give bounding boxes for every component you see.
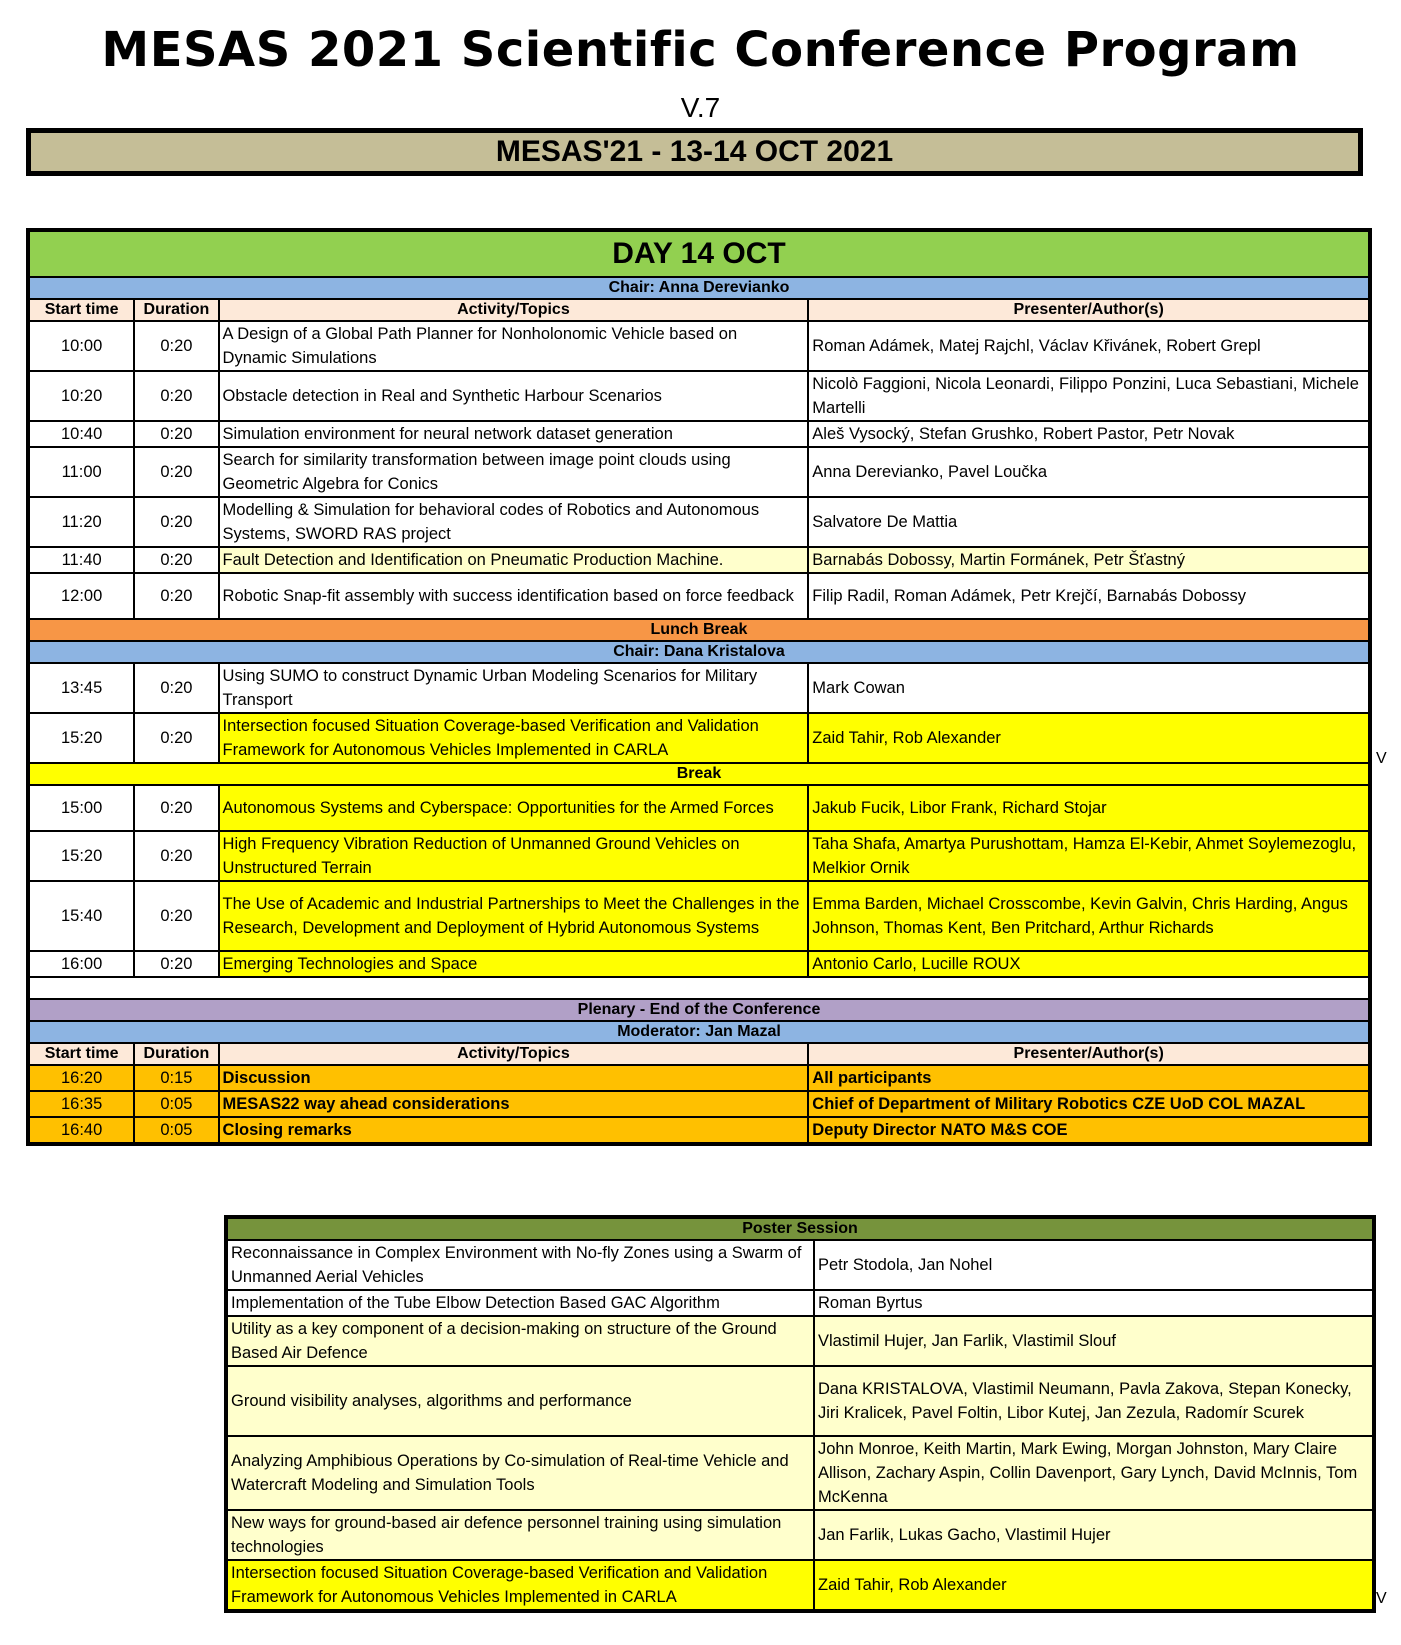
start-time-cell: 15:20 [28,831,134,881]
duration-cell: 0:20 [134,785,218,831]
start-time-cell: 10:20 [28,371,134,421]
presenter-cell: Petr Stodola, Jan Nohel [814,1240,1374,1290]
presenter-cell: Nicolò Faggioni, Nicola Leonardi, Filippo Ponzini, Luca Sebastiani, Michele Martelli [808,371,1370,421]
activity-cell: Robotic Snap-fit assembly with success identification based on force feedback [219,573,809,619]
start-time-cell: 11:20 [28,497,134,547]
chair-label: Chair: Dana Kristalova [28,641,1370,663]
activity-cell: Autonomous Systems and Cyberspace: Opportunities for the Armed Forces [219,785,809,831]
table-row [28,881,1370,951]
duration-cell: 0:20 [134,881,218,951]
page-title: MESAS 2021 Scientific Conference Program [101,22,1300,78]
closing-row [28,1117,1370,1144]
duration-cell: 0:20 [134,663,218,713]
activity-cell: Reconnaissance in Complex Environment with No-fly Zones using a Swarm of Unmanned Aerial Vehicles [226,1240,814,1290]
poster-row [226,1366,1374,1436]
duration-cell: 0:15 [134,1065,218,1091]
table-row [28,447,1370,497]
table-row [28,371,1370,421]
moderator-label-row [28,1021,1370,1043]
duration-cell: 0:20 [134,371,218,421]
duration-cell: 0:05 [134,1091,218,1117]
plenary-band: Plenary - End of the Conference [28,999,1370,1021]
duration-cell: 0:20 [134,497,218,547]
activity-cell: Search for similarity transformation between image point clouds using Geometric Algebra for Conics [219,447,809,497]
duration-cell: 0:20 [134,951,218,977]
activity-cell: The Use of Academic and Industrial Partnerships to Meet the Challenges in the Research, Development and Deployment of Hybrid Autonomous Systems [219,881,809,951]
presenter-cell: Jakub Fucik, Libor Frank, Richard Stojar [808,785,1370,831]
duration-cell: 0:20 [134,573,218,619]
presenter-cell: John Monroe, Keith Martin, Mark Ewing, Morgan Johnston, Mary Claire Allison, Zachary Aspin, Collin Davenport, Gary Lynch, David McInnis, Tom McKenna [814,1436,1374,1510]
activity-cell: High Frequency Vibration Reduction of Unmanned Ground Vehicles on Unstructured Terrain [219,831,809,881]
activity-cell: Ground visibility analyses, algorithms and performance [226,1366,814,1436]
presenter-cell: Roman Adámek, Matej Rajchl, Václav Křivánek, Robert Grepl [808,321,1370,371]
start-time-cell: 16:40 [28,1117,134,1144]
activity-cell: Utility as a key component of a decision-making on structure of the Ground Based Air Defence [226,1316,814,1366]
poster-row [226,1560,1374,1611]
start-time-cell: 11:00 [28,447,134,497]
poster-row [226,1290,1374,1316]
table-row [28,547,1370,573]
break-band-row [28,763,1370,785]
presenter-cell: Chief of Department of Military Robotics CZE UoD COL MAZAL [808,1091,1370,1117]
activity-cell: Intersection focused Situation Coverage-based Verification and Validation Framework for Autonomous Vehicles Implemented in CARLA [219,713,809,763]
poster-session-heading: Poster Session [226,1217,1374,1240]
header-duration: Duration [134,299,218,321]
table-row [28,663,1370,713]
table-row [28,951,1370,977]
duration-cell: 0:20 [134,831,218,881]
start-time-cell: 12:00 [28,573,134,619]
poster-session-table [224,1215,1376,1613]
duration-cell: 0:20 [134,713,218,763]
activity-cell: Using SUMO to construct Dynamic Urban Modeling Scenarios for Military Transport [219,663,809,713]
activity-cell: Discussion [219,1065,809,1091]
presenter-cell: Roman Byrtus [814,1290,1374,1316]
activity-cell: MESAS22 way ahead considerations [219,1091,809,1117]
plenary-band-row [28,999,1370,1021]
start-time-cell: 15:00 [28,785,134,831]
empty-row [28,977,1370,999]
presenter-cell: Antonio Carlo, Lucille ROUX [808,951,1370,977]
duration-cell: 0:20 [134,547,218,573]
duration-cell: 0:20 [134,447,218,497]
chair-label: Chair: Anna Derevianko [28,277,1370,299]
header-presenter: Presenter/Author(s) [808,299,1370,321]
poster-row [226,1316,1374,1366]
day-schedule-table [26,228,1372,1146]
duration-cell: 0:05 [134,1117,218,1144]
column-header-row [28,1043,1370,1065]
activity-cell: Emerging Technologies and Space [219,951,809,977]
activity-cell: Analyzing Amphibious Operations by Co-simulation of Real-time Vehicle and Watercraft Modeling and Simulation Tools [226,1436,814,1510]
day-heading-row [28,230,1370,277]
closing-row [28,1091,1370,1117]
start-time-cell: 13:45 [28,663,134,713]
header-activity: Activity/Topics [219,1043,809,1065]
lunch-break-band: Lunch Break [28,619,1370,641]
header-presenter: Presenter/Author(s) [808,1043,1370,1065]
duration-cell: 0:20 [134,421,218,447]
closing-row [28,1065,1370,1091]
event-banner: MESAS'21 - 13-14 OCT 2021 [26,128,1363,176]
start-time-cell: 11:40 [28,547,134,573]
header-activity: Activity/Topics [219,299,809,321]
activity-cell: Obstacle detection in Real and Synthetic Harbour Scenarios [219,371,809,421]
poster-header-row [226,1217,1374,1240]
activity-cell: New ways for ground-based air defence personnel training using simulation technologies [226,1510,814,1560]
start-time-cell: 16:35 [28,1091,134,1117]
presenter-cell: Zaid Tahir, Rob Alexander [808,713,1370,763]
chair-label-row [28,641,1370,663]
presenter-cell: Anna Derevianko, Pavel Loučka [808,447,1370,497]
presenter-cell: Mark Cowan [808,663,1370,713]
presenter-cell: Filip Radil, Roman Adámek, Petr Krejčí, Barnabás Dobossy [808,573,1370,619]
presenter-cell: Salvatore De Mattia [808,497,1370,547]
chair-label-row [28,277,1370,299]
poster-row [226,1510,1374,1560]
activity-cell: A Design of a Global Path Planner for Nonholonomic Vehicle based on Dynamic Simulations [219,321,809,371]
activity-cell: Modelling & Simulation for behavioral codes of Robotics and Autonomous Systems, SWORD RAS project [219,497,809,547]
header-start-time: Start time [28,1043,134,1065]
duration-cell: 0:20 [134,321,218,371]
presenter-cell: Aleš Vysocký, Stefan Grushko, Robert Pastor, Petr Novak [808,421,1370,447]
presenter-cell: Taha Shafa, Amartya Purushottam, Hamza El-Kebir, Ahmet Soylemezoglu, Melkior Ornik [808,831,1370,881]
presenter-cell: Zaid Tahir, Rob Alexander [814,1560,1374,1611]
presenter-cell: Jan Farlik, Lukas Gacho, Vlastimil Hujer [814,1510,1374,1560]
side-marker: V [1376,750,1387,767]
activity-cell: Intersection focused Situation Coverage-based Verification and Validation Framework for Autonomous Vehicles Implemented in CARLA [226,1560,814,1611]
poster-row [226,1240,1374,1290]
activity-cell: Implementation of the Tube Elbow Detection Based GAC Algorithm [226,1290,814,1316]
table-row [28,421,1370,447]
header-start-time: Start time [28,299,134,321]
lunch-break-band-row [28,619,1370,641]
activity-cell: Fault Detection and Identification on Pneumatic Production Machine. [219,547,809,573]
table-row [28,831,1370,881]
presenter-cell: Vlastimil Hujer, Jan Farlik, Vlastimil Slouf [814,1316,1374,1366]
start-time-cell: 15:20 [28,713,134,763]
presenter-cell: Dana KRISTALOVA, Vlastimil Neumann, Pavla Zakova, Stepan Konecky, Jiri Kralicek, Pavel Foltin, Libor Kutej, Jan Zezula, Radomír Scurek [814,1366,1374,1436]
presenter-cell: Deputy Director NATO M&S COE [808,1117,1370,1144]
empty-cell [28,977,1370,999]
start-time-cell: 16:20 [28,1065,134,1091]
presenter-cell: Barnabás Dobossy, Martin Formánek, Petr Šťastný [808,547,1370,573]
poster-row [226,1436,1374,1510]
table-row [28,713,1370,763]
start-time-cell: 10:00 [28,321,134,371]
side-marker: V [1376,1590,1387,1607]
column-header-row [28,299,1370,321]
table-row [28,785,1370,831]
presenter-cell: Emma Barden, Michael Crosscombe, Kevin Galvin, Chris Harding, Angus Johnson, Thomas Kent, Ben Pritchard, Arthur Richards [808,881,1370,951]
activity-cell: Closing remarks [219,1117,809,1144]
start-time-cell: 15:40 [28,881,134,951]
break-band: Break [28,763,1370,785]
version-label: V.7 [680,92,721,123]
start-time-cell: 10:40 [28,421,134,447]
activity-cell: Simulation environment for neural network dataset generation [219,421,809,447]
presenter-cell: All participants [808,1065,1370,1091]
moderator-label: Moderator: Jan Mazal [28,1021,1370,1043]
table-row [28,573,1370,619]
table-row [28,321,1370,371]
start-time-cell: 16:00 [28,951,134,977]
day-heading: DAY 14 OCT [28,230,1370,277]
table-row [28,497,1370,547]
header-duration: Duration [134,1043,218,1065]
